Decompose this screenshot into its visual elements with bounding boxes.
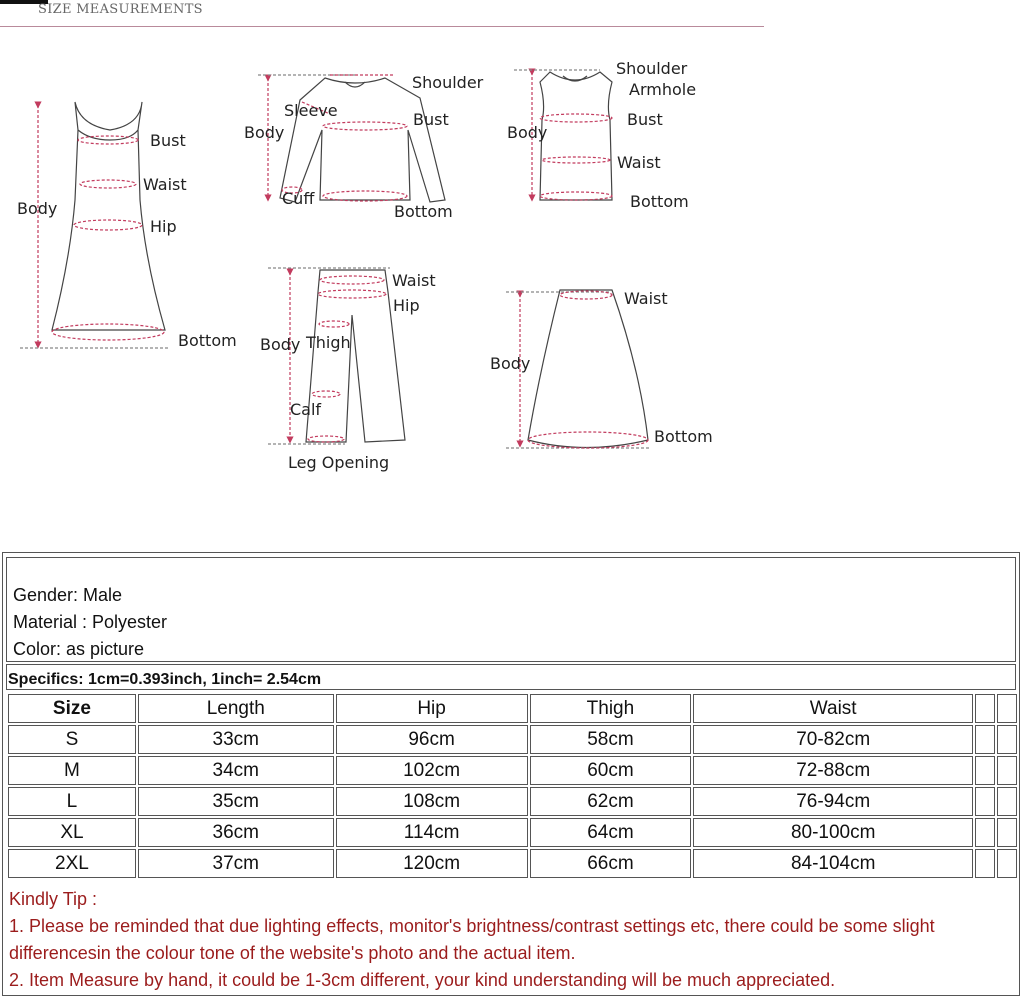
cell-size: M xyxy=(8,756,136,785)
vest-waist-label: Waist xyxy=(617,153,661,172)
shirt-bottom-label: Bottom xyxy=(394,202,453,221)
cell-length: 37cm xyxy=(138,849,334,878)
table-row xyxy=(8,787,1017,816)
cell-size: S xyxy=(8,725,136,754)
cell-empty xyxy=(997,818,1017,847)
table-header-row xyxy=(8,694,1017,723)
header-length: Length xyxy=(138,694,334,723)
cell-empty xyxy=(975,756,995,785)
info-box xyxy=(6,557,1016,662)
spec-box xyxy=(2,552,1020,996)
measurement-diagram xyxy=(0,30,764,480)
skirt-bottom-label: Bottom xyxy=(654,427,713,446)
cell-hip: 102cm xyxy=(336,756,528,785)
cell-hip: 96cm xyxy=(336,725,528,754)
shirt-bust-label: Bust xyxy=(413,110,449,129)
tip-line-2: differencesin the colour tone of the website's photo and the actual item. xyxy=(9,943,576,963)
cell-length: 35cm xyxy=(138,787,334,816)
cell-hip: 120cm xyxy=(336,849,528,878)
dress-body-label: Body xyxy=(17,199,58,218)
cell-hip: 108cm xyxy=(336,787,528,816)
cell-waist: 76-94cm xyxy=(693,787,973,816)
cell-empty xyxy=(975,725,995,754)
table-row xyxy=(8,756,1017,785)
pants-figure xyxy=(268,268,405,444)
material-text: Material : Polyester xyxy=(13,612,168,632)
cell-thigh: 60cm xyxy=(530,756,692,785)
header-hip: Hip xyxy=(336,694,528,723)
shirt-body-label: Body xyxy=(244,123,285,142)
shirt-figure xyxy=(258,75,445,202)
tip-title: Kindly Tip : xyxy=(9,889,98,909)
pants-hip-label: Hip xyxy=(393,296,420,315)
shirt-shoulder-label: Shoulder xyxy=(412,73,484,92)
cell-waist: 72-88cm xyxy=(693,756,973,785)
gender-text: Gender: Male xyxy=(13,585,123,605)
vest-body-label: Body xyxy=(507,123,548,142)
vest-bust-label: Bust xyxy=(627,110,663,129)
cell-empty xyxy=(975,849,995,878)
header-empty-1 xyxy=(975,694,995,723)
cell-thigh: 66cm xyxy=(530,849,692,878)
pants-waist-label: Waist xyxy=(392,271,436,290)
header-waist: Waist xyxy=(693,694,973,723)
dress-hip-label: Hip xyxy=(150,217,177,236)
cell-waist: 70-82cm xyxy=(693,725,973,754)
vest-bottom-label: Bottom xyxy=(630,192,689,211)
vest-armhole-label: Armhole xyxy=(629,80,697,99)
vest-shoulder-label: Shoulder xyxy=(616,59,688,78)
tip-line-1: 1. Please be reminded that due lighting effects, monitor's brightness/contrast settings etc, there could be some slight xyxy=(9,916,935,936)
cell-size: L xyxy=(8,787,136,816)
header-size: Size xyxy=(8,694,136,723)
cell-waist: 84-104cm xyxy=(693,849,973,878)
table-row xyxy=(8,725,1017,754)
cell-length: 33cm xyxy=(138,725,334,754)
pants-body-label: Body xyxy=(260,335,301,354)
cell-empty xyxy=(997,787,1017,816)
skirt-body-label: Body xyxy=(490,354,531,373)
header-thigh: Thigh xyxy=(530,694,692,723)
cell-empty xyxy=(997,849,1017,878)
shirt-sleeve-label: Sleeve xyxy=(284,101,338,120)
cell-thigh: 62cm xyxy=(530,787,692,816)
tip-line-3: 2. Item Measure by hand, it could be 1-3cm different, your kind understanding will be much appreciated. xyxy=(9,970,836,990)
color-text: Color: as picture xyxy=(13,639,145,659)
cell-size: XL xyxy=(8,818,136,847)
cell-empty xyxy=(975,787,995,816)
dress-waist-label: Waist xyxy=(143,175,187,194)
specifics-text: Specifics: 1cm=0.393inch, 1inch= 2.54cm xyxy=(8,671,322,688)
dress-bust-label: Bust xyxy=(150,131,186,150)
dress-bottom-label: Bottom xyxy=(178,331,237,350)
pants-thigh-label: Thigh xyxy=(306,333,351,352)
size-table xyxy=(6,692,1019,880)
cell-waist: 80-100cm xyxy=(693,818,973,847)
pants-calf-label: Calf xyxy=(290,400,322,419)
cell-size: 2XL xyxy=(8,849,136,878)
cell-empty xyxy=(975,818,995,847)
cell-empty xyxy=(997,725,1017,754)
cell-empty xyxy=(997,756,1017,785)
cell-length: 36cm xyxy=(138,818,334,847)
cell-thigh: 64cm xyxy=(530,818,692,847)
skirt-waist-label: Waist xyxy=(624,289,668,308)
header-empty-2 xyxy=(997,694,1017,723)
table-row xyxy=(8,849,1017,878)
cell-thigh: 58cm xyxy=(530,725,692,754)
pants-leg-opening-label: Leg Opening xyxy=(288,453,390,472)
cell-length: 34cm xyxy=(138,756,334,785)
dress-figure xyxy=(20,102,168,348)
cell-hip: 114cm xyxy=(336,818,528,847)
size-measurements-title: SIZE MEASUREMENTS xyxy=(38,2,203,17)
title-divider xyxy=(0,26,764,27)
table-row xyxy=(8,818,1017,847)
shirt-cuff-label: Cuff xyxy=(282,189,315,208)
